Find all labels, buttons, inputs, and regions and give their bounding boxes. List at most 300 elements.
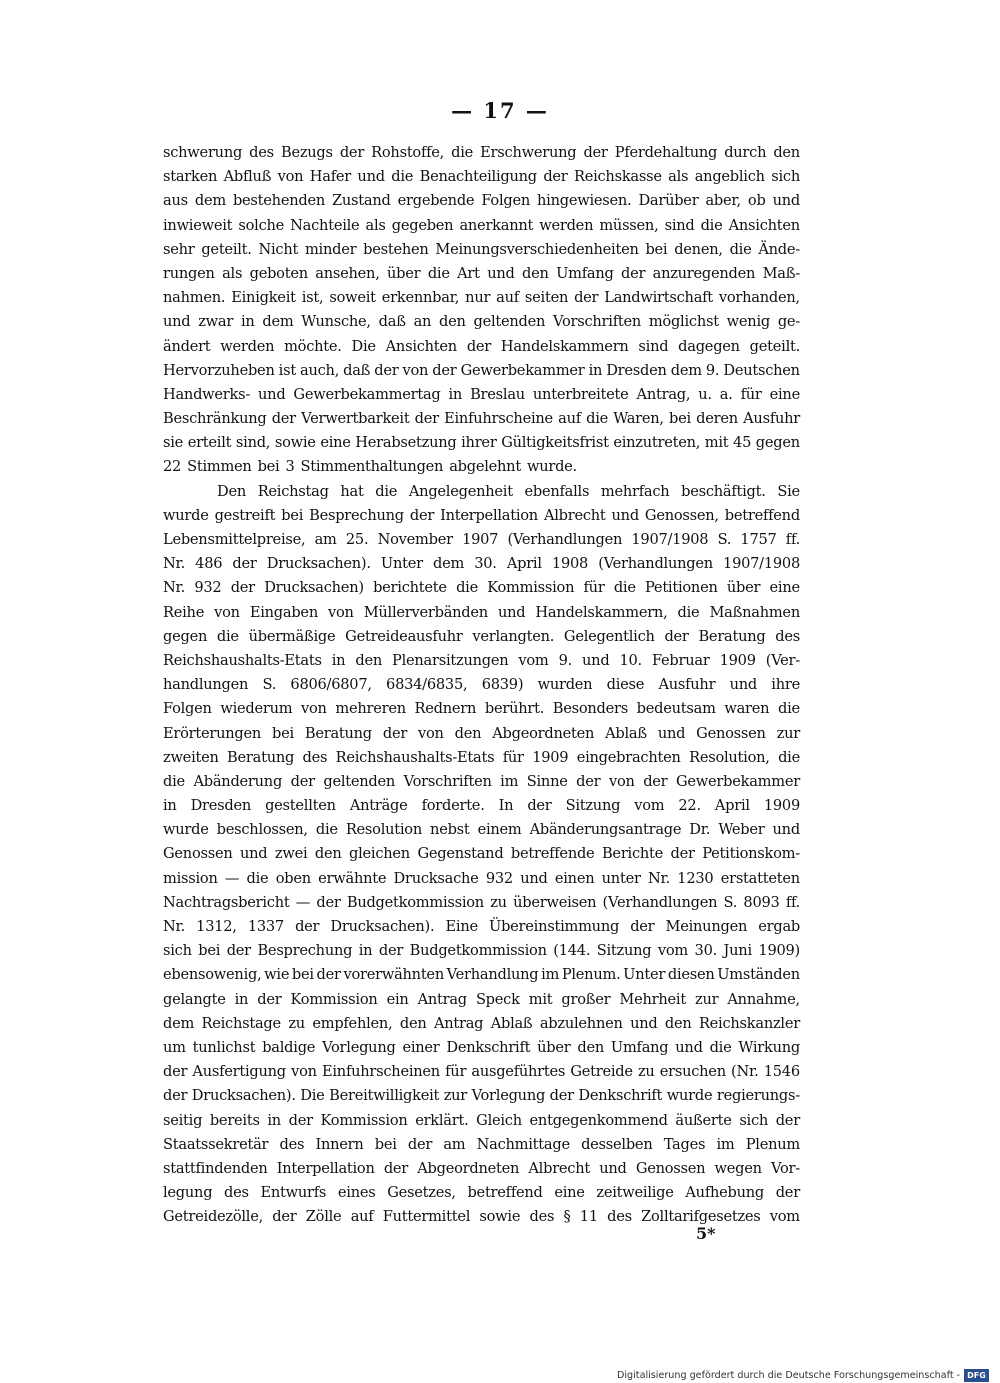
word: Landwirtschaft <box>604 289 713 307</box>
word: im <box>541 966 560 984</box>
word: und <box>630 1014 658 1032</box>
word: vom <box>634 797 665 815</box>
word: von <box>328 603 354 621</box>
word: 932 <box>485 869 513 887</box>
word: November <box>377 531 453 548</box>
word: Unter <box>623 966 666 984</box>
word: Mehrheit <box>619 990 686 1008</box>
word: Reichshaushalts-Etats <box>163 651 322 669</box>
word: Zölle <box>305 1208 342 1226</box>
word: Denkschrift <box>446 1038 531 1056</box>
word: inwieweit <box>163 216 233 234</box>
word: der <box>316 893 341 911</box>
word: geboten <box>249 264 308 282</box>
word: Einfuhrscheinen <box>321 1063 440 1081</box>
text-line <box>163 915 800 939</box>
word: Drucksachen). <box>266 555 371 573</box>
word: eines <box>337 1184 376 1202</box>
word: der <box>775 1184 800 1202</box>
word: berührt. <box>484 700 545 718</box>
word: sind <box>664 216 695 234</box>
word: ergab <box>758 918 800 935</box>
word: u. <box>698 385 712 403</box>
word: Budgetkommission <box>409 942 547 960</box>
word: Darüber <box>638 192 699 210</box>
sheet-signature: 5* <box>696 1224 716 1243</box>
word: geltenden <box>323 772 396 790</box>
text-line <box>163 455 800 479</box>
word: abgelehnt <box>449 458 521 476</box>
word: Petitionen <box>645 579 718 597</box>
word: deren <box>696 410 738 428</box>
word: (144. <box>553 942 591 960</box>
word: Nicht <box>258 240 299 258</box>
word: Sinne <box>526 772 568 790</box>
word: sich <box>771 168 800 186</box>
word: In <box>498 797 514 815</box>
text-line <box>163 480 800 504</box>
word: von <box>291 1063 317 1081</box>
word: Verwertbarkeit <box>301 410 410 428</box>
word: die <box>456 579 478 597</box>
word: wurde <box>666 1087 713 1105</box>
word: der <box>374 361 399 379</box>
word: möchte. <box>284 337 342 355</box>
word: werden <box>539 216 594 234</box>
word: ebensowenig, <box>163 966 262 984</box>
word: Einigkeit <box>231 289 296 307</box>
word: mit <box>704 434 729 452</box>
word: und <box>357 168 385 186</box>
word: über <box>537 1038 571 1056</box>
word: — <box>224 869 240 887</box>
word: Erörterungen <box>163 724 262 742</box>
word: Petitionskom- <box>702 845 800 863</box>
word: Albrecht <box>528 1159 590 1177</box>
word: Gültigkeitsfrist <box>501 434 609 452</box>
text-line <box>163 673 800 697</box>
word: vom <box>657 942 689 960</box>
text-line <box>163 359 800 383</box>
word: Berichte <box>601 845 664 863</box>
word: starken <box>163 168 218 186</box>
word: Eine <box>445 918 478 935</box>
word: geteilt. <box>749 337 800 355</box>
word: und <box>599 1159 627 1177</box>
word: und <box>240 845 268 863</box>
word: Interpellation <box>276 1159 375 1177</box>
word: die <box>709 1038 732 1056</box>
text-line <box>163 625 800 649</box>
word: solche <box>238 216 285 234</box>
word: des <box>302 748 328 766</box>
word: Reichshaushalts-Etats <box>335 748 495 766</box>
word: Sitzung <box>565 797 621 815</box>
word: ff. <box>785 893 800 911</box>
word: die <box>586 410 609 428</box>
word: 9. <box>705 361 720 379</box>
word: zur <box>776 724 800 742</box>
word: dem <box>194 192 226 210</box>
text-line <box>163 262 800 286</box>
word: der <box>288 1111 313 1129</box>
word: Staatssekretär <box>163 1135 269 1153</box>
word: 1230 <box>677 869 714 887</box>
word: (Nr. <box>731 1063 759 1081</box>
word: abzulehnen <box>539 1014 623 1032</box>
word: Kommission <box>320 1111 408 1129</box>
word: bei <box>198 942 221 960</box>
word: des <box>607 1208 632 1226</box>
word: der <box>543 168 568 186</box>
word: Resolution <box>345 821 422 839</box>
word: Anträge <box>349 797 408 815</box>
text-line <box>163 1036 800 1060</box>
word: der <box>414 410 439 428</box>
word: Abgeordneten <box>492 724 595 742</box>
word: Nr. <box>647 869 670 887</box>
word: bestehen <box>363 240 429 258</box>
word: gegen <box>163 627 208 645</box>
word: die <box>729 240 752 258</box>
word: anerkannt <box>459 216 534 234</box>
word: in <box>163 797 177 815</box>
word: Plenarsitzungen <box>392 651 509 669</box>
word: mehreren <box>335 700 406 718</box>
word: der <box>670 845 695 863</box>
word: vorhanden, <box>718 289 800 307</box>
word: der <box>163 1087 188 1105</box>
text-line <box>163 1133 800 1157</box>
word: am <box>314 531 337 548</box>
word: zur <box>443 1087 468 1105</box>
word: Juni <box>723 942 752 960</box>
word: bei <box>257 458 280 476</box>
word: Stimmenthaltungen <box>300 458 444 476</box>
word: entgegenkommend <box>529 1111 668 1129</box>
text-line <box>163 552 800 576</box>
word: Rednern <box>414 700 477 718</box>
word: dem <box>670 361 702 379</box>
word: und <box>487 264 515 282</box>
text-line <box>163 963 800 987</box>
word: müssen, <box>599 216 659 234</box>
word: S. <box>717 531 732 548</box>
word: eine <box>769 385 800 403</box>
word: der <box>272 1208 297 1226</box>
word: als <box>365 216 386 234</box>
word: 3 <box>285 458 295 476</box>
word: seiten <box>524 289 569 307</box>
word: Beratung <box>698 627 766 645</box>
word: und <box>520 869 548 887</box>
word: die <box>778 748 800 766</box>
word: über <box>726 579 761 597</box>
word: soweit <box>329 289 376 307</box>
word: zeitweilige <box>596 1184 674 1202</box>
word: beschlossen, <box>216 821 308 839</box>
word: 1907/1908 <box>631 531 709 548</box>
text-line <box>163 528 800 552</box>
word: Bereitwilligkeit <box>329 1087 440 1105</box>
word: 10. <box>619 651 642 669</box>
word: bei <box>291 966 314 984</box>
word: der <box>576 772 601 790</box>
word: Plenum <box>745 1135 800 1153</box>
word: regierungs- <box>716 1087 800 1105</box>
word: von <box>608 772 635 790</box>
word: für <box>445 1063 467 1081</box>
word: 932 <box>194 579 222 597</box>
word: legung <box>163 1184 213 1202</box>
word: durch <box>724 144 767 161</box>
word: aus <box>163 192 188 210</box>
word: Nachtragsbericht <box>163 893 290 911</box>
word: Ansichten <box>385 337 457 355</box>
word: dagegen <box>678 337 740 355</box>
word: Abgeordneten <box>417 1159 520 1177</box>
word: Reichstage <box>201 1014 281 1032</box>
word: schwerung <box>163 144 243 161</box>
word: Vorschriften <box>403 772 492 790</box>
word: der <box>466 337 492 355</box>
word: baldige <box>262 1038 316 1056</box>
word: 6834/6835, <box>386 676 468 694</box>
word: für <box>740 385 762 403</box>
word: der <box>226 942 251 960</box>
word: Beratung <box>227 748 295 766</box>
word: Verhandlung <box>446 966 539 984</box>
word: Deutschen <box>723 361 800 379</box>
word: Übereinstimmung <box>489 918 620 935</box>
word: Hervorzuheben <box>163 361 275 379</box>
text-line <box>163 576 800 600</box>
word: und <box>772 192 800 210</box>
word: über <box>387 264 421 282</box>
word: auf <box>558 410 581 428</box>
word: des <box>249 144 274 161</box>
word: Hafer <box>309 168 351 186</box>
word: der <box>290 772 315 790</box>
word: bei <box>281 506 304 524</box>
word: erteilt <box>187 434 232 452</box>
word: zur <box>695 990 719 1008</box>
word: Folgen <box>481 192 530 210</box>
word: Dresden <box>606 361 667 379</box>
word: von <box>301 700 327 718</box>
word: äußerte <box>675 1111 732 1129</box>
word: Umständen <box>717 966 800 984</box>
word: 8093 <box>743 893 780 911</box>
word: betreffende <box>510 845 595 863</box>
word: zwar <box>198 313 234 331</box>
footer-credit-text: Digitalisierung gefördert durch die Deutsche Forschungsgemeinschaft - <box>617 1370 961 1381</box>
word: den <box>522 264 549 282</box>
word: Vorlegung <box>322 1038 396 1056</box>
word: die <box>163 772 185 790</box>
word: ebenfalls <box>524 482 590 500</box>
word: der <box>383 1159 409 1177</box>
word: und <box>611 506 639 524</box>
text-line <box>163 722 800 746</box>
word: der <box>775 1111 800 1129</box>
word: gegeben <box>391 216 454 234</box>
word: hat <box>340 482 364 500</box>
word: Gesetzes, <box>387 1184 456 1202</box>
word: Speck <box>475 990 520 1008</box>
word: Ablaß <box>490 1014 533 1032</box>
word: Aufhebung <box>685 1184 764 1202</box>
word: Reichstag <box>257 482 329 500</box>
word: wurde <box>163 506 209 524</box>
word: einem <box>477 821 522 839</box>
word: eine <box>554 1184 585 1202</box>
word: ausgeführtes <box>471 1063 566 1081</box>
word: auch, <box>300 361 340 379</box>
word: Kommission <box>290 990 378 1008</box>
word: sich <box>163 942 192 960</box>
word: der <box>230 579 255 597</box>
word: erkennbar, <box>381 289 460 307</box>
word: des <box>279 1135 305 1153</box>
word: der <box>339 144 365 161</box>
text-line <box>163 601 800 625</box>
word: diese <box>606 676 645 694</box>
word: die <box>613 579 636 597</box>
word: Besonders <box>552 700 628 718</box>
word: in <box>448 385 463 403</box>
word: möglichst <box>648 313 719 331</box>
text-line <box>163 867 800 891</box>
text-line <box>163 939 800 963</box>
word: anzuregenden <box>652 264 756 282</box>
word: wurde <box>163 821 209 839</box>
word: 30. <box>474 555 497 573</box>
page-number: — 17 — <box>451 98 549 123</box>
word: wegen <box>714 1159 762 1177</box>
text-line <box>163 310 800 334</box>
word: Beratung <box>304 724 372 742</box>
word: der <box>295 918 320 935</box>
word: Innern <box>315 1135 364 1153</box>
word: hingewiesen. <box>537 192 632 210</box>
word: in <box>240 313 255 331</box>
word: sowie <box>274 434 316 452</box>
text-line <box>163 818 800 842</box>
word: Budgetkommission <box>346 893 484 911</box>
word: nebst <box>430 821 470 839</box>
word: der <box>643 772 668 790</box>
word: der <box>271 410 296 428</box>
word: die <box>375 482 398 500</box>
word: 22. <box>678 797 701 815</box>
word: von <box>418 724 444 742</box>
word: Antrag <box>417 990 467 1008</box>
word: für <box>583 579 605 597</box>
word: Drucksachen) <box>264 579 364 597</box>
digitization-footer <box>617 1369 989 1382</box>
text-line <box>163 407 800 431</box>
word: mission <box>163 869 218 887</box>
word: Erschwerung <box>480 144 577 161</box>
word: die <box>427 264 450 282</box>
word: 45 <box>733 434 752 452</box>
word: Lebensmittelpreise, <box>163 531 306 548</box>
word: geteilt. <box>201 240 252 258</box>
word: Genossen <box>635 1159 706 1177</box>
word: zweiten <box>163 748 219 766</box>
word: tunlichst <box>192 1038 256 1056</box>
word: Gewerbekammer <box>675 772 800 790</box>
word: Februar <box>651 651 710 669</box>
word: den <box>355 651 382 669</box>
word: bereits <box>209 1111 260 1129</box>
word: Reichskanzler <box>698 1014 800 1032</box>
word: waren <box>724 700 770 718</box>
word: sehr <box>163 240 195 258</box>
word: Sitzung <box>596 942 652 960</box>
word: der <box>432 361 457 379</box>
word: Die <box>351 337 376 355</box>
text-line <box>163 842 800 866</box>
word: eine <box>320 434 351 452</box>
word: übermäßige <box>248 627 336 645</box>
word: Art <box>457 264 480 282</box>
word: Albrecht <box>543 506 606 524</box>
word: bedeutsam <box>636 700 716 718</box>
word: die <box>246 869 269 887</box>
word: gestellten <box>265 797 336 815</box>
word: Futtermittel <box>382 1208 471 1226</box>
word: ihre <box>771 676 800 694</box>
word: die <box>451 144 474 161</box>
word: in <box>358 942 373 960</box>
word: ist <box>278 361 296 379</box>
text-line <box>163 1109 800 1133</box>
word: der <box>382 724 408 742</box>
word: Die <box>300 1087 325 1105</box>
word: stattfindenden <box>163 1159 268 1177</box>
word: Ausfuhr <box>658 676 716 694</box>
word: Unter <box>380 555 423 573</box>
word: Maß- <box>762 264 800 282</box>
word: (Verhandlungen <box>602 893 718 911</box>
word: S. <box>723 893 738 911</box>
text-line <box>163 1084 800 1108</box>
word: und <box>657 724 686 742</box>
text-line <box>163 1157 800 1181</box>
word: als <box>668 168 689 186</box>
word: Genossen <box>696 724 766 742</box>
word: Den <box>217 482 246 500</box>
word: 1907 <box>462 531 499 548</box>
word: 1909 <box>719 651 756 669</box>
word: bei <box>669 410 691 428</box>
word: in <box>331 651 346 669</box>
word: 1909) <box>758 942 800 960</box>
word: den <box>454 724 482 742</box>
word: Dresden <box>190 797 252 815</box>
word: einzutreten, <box>613 434 701 452</box>
word: Wunsche, <box>301 313 371 331</box>
word: Nr. <box>163 918 186 935</box>
word: des <box>224 1184 249 1202</box>
word: 1909 <box>532 748 569 766</box>
word: Genossen <box>163 845 233 863</box>
word: vorerwähnten <box>343 966 444 984</box>
word: Ände- <box>758 240 800 258</box>
text-line <box>163 1060 800 1084</box>
